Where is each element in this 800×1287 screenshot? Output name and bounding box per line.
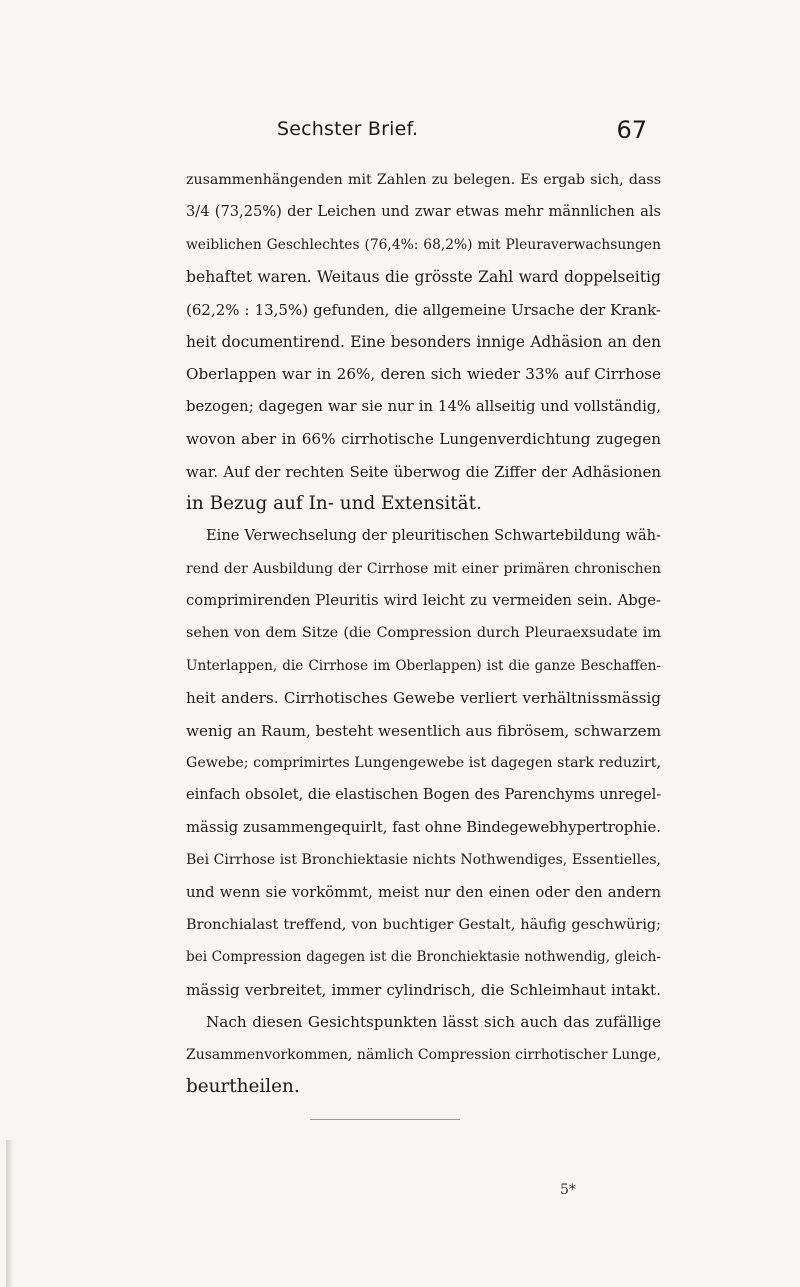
text-line: Gewebe; comprimirtes Lungengewebe ist dagegen stark reduzirt, <box>186 755 661 772</box>
text-line: Eine Verwechselung der pleuritischen Schwartebildung wäh- <box>206 527 661 545</box>
text-line: Bei Cirrhose ist Bronchiektasie nichts Nothwendiges, Essentielles, <box>186 852 661 869</box>
body-text <box>186 164 661 1103</box>
text-line: war. Auf der rechten Seite überwog die Ziffer der Adhäsionen <box>186 462 661 481</box>
text-line: in Bezug auf In- und Extensität. <box>186 492 482 514</box>
text-line: rend der Ausbildung der Cirrhose mit einer primären chronischen <box>186 560 661 577</box>
text-line: beurtheilen. <box>186 1075 300 1097</box>
text-line: mässig zusammengequirlt, fast ohne Bindegewebhypertrophie. <box>186 818 661 836</box>
text-line: mässig verbreitet, immer cylindrisch, die Schleimhaut intakt. <box>186 980 661 999</box>
text-line: weiblichen Geschlechtes (76,4%: 68,2%) mit Pleuraverwachsungen <box>186 236 661 253</box>
page-header <box>277 116 647 146</box>
scan-edge-shadow <box>6 1140 14 1287</box>
signature-mark: 5* <box>560 1182 576 1198</box>
text-line: bei Compression dagegen ist die Bronchiektasie nothwendig, gleich- <box>186 949 661 966</box>
text-line: Oberlappen war in 26%, deren sich wieder 33% auf Cirrhose <box>186 365 661 384</box>
text-line: Zusammenvorkommen, nämlich Compression cirrhotischer Lunge, <box>186 1046 661 1063</box>
text-line: heit documentirend. Eine besonders innige Adhäsion an den <box>186 332 661 351</box>
text-line: Nach diesen Gesichtspunkten lässt sich auch das zufällige <box>206 1013 661 1032</box>
text-line: Bronchialast treffend, von buchtiger Gestalt, häufig geschwürig; <box>186 916 661 933</box>
text-line: und wenn sie vorkömmt, meist nur den einen oder den andern <box>186 883 661 901</box>
text-line: Unterlappen, die Cirrhose im Oberlappen) ist die ganze Beschaffen- <box>186 657 661 674</box>
text-line: (62,2% : 13,5%) gefunden, die allgemeine Ursache der Krank- <box>186 300 661 319</box>
text-line: wovon aber in 66% cirrhotische Lungenverdichtung zugegen <box>186 430 661 449</box>
text-line: heit anders. Cirrhotisches Gewebe verliert verhältnissmässig <box>186 689 661 708</box>
section-divider <box>310 1119 460 1120</box>
text-line: sehen von dem Sitze (die Compression durch Pleuraexsudate im <box>186 625 661 642</box>
running-head: Sechster Brief. <box>277 118 419 140</box>
text-line: zusammenhängenden mit Zahlen zu belegen. Es ergab sich, dass <box>186 172 661 188</box>
text-line: bezogen; dagegen war sie nur in 14% allseitig und vollständig, <box>186 397 661 415</box>
text-line: einfach obsolet, die elastischen Bogen des Parenchyms unregel- <box>186 786 662 804</box>
text-line: wenig an Raum, besteht wesentlich aus fibrösem, schwarzem <box>186 721 661 740</box>
text-line: comprimirenden Pleuritis wird leicht zu vermeiden sein. Abge- <box>186 592 661 610</box>
text-line: behaftet waren. Weitaus die grösste Zahl ward doppelseitig <box>186 268 661 287</box>
page-number: 67 <box>616 116 647 144</box>
text-line: 3/4 (73,25%) der Leichen und zwar etwas mehr männlichen als <box>186 203 661 221</box>
